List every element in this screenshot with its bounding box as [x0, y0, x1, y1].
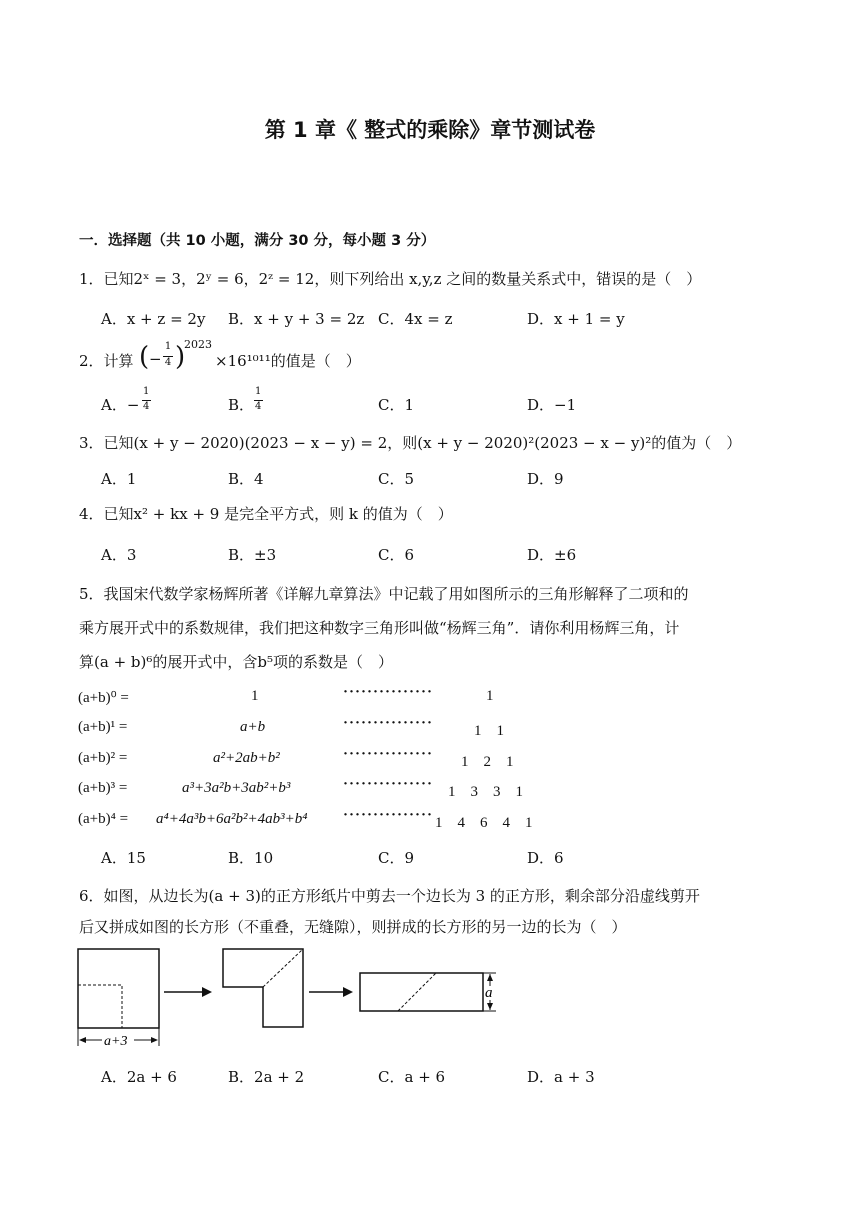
q2-stem-suffix: ×16¹⁰¹¹的值是（ ） — [215, 352, 361, 370]
q1-option-c: C．4x = z — [378, 310, 453, 328]
q6-dim-arrow-right — [151, 1037, 158, 1043]
yh-row0-expansion: 1 — [251, 688, 259, 704]
q6-option-c: C．a + 6 — [378, 1068, 446, 1086]
yh-row4-dots: ··············· — [343, 807, 434, 823]
q2-stem-prefix: 2．计算 — [79, 352, 134, 370]
yh-row4-expansion: a⁴+4a³b+6a²b²+4ab³+b⁴ — [156, 811, 308, 827]
q3-option-d: D．9 — [527, 470, 564, 488]
q6-option-b: B．2a + 2 — [228, 1068, 305, 1086]
q6-square — [78, 949, 159, 1028]
yh-row3-dots: ··············· — [343, 776, 434, 792]
q1-option-d: D．x + 1 = y — [527, 310, 625, 328]
q5-stem-line1: 5．我国宋代数学家杨辉所著《详解九章算法》中记载了用如图所示的三角形解释了二项和的 — [79, 585, 689, 603]
q2-fraction-numerator: 1 — [164, 341, 172, 352]
yh-row1-expansion: a+b — [240, 719, 266, 735]
q2-close-paren: ) — [175, 342, 186, 372]
q2-option-a: A．− — [101, 396, 140, 414]
q2-fraction-denominator: 4 — [164, 357, 172, 368]
q6-option-d: D．a + 3 — [527, 1068, 595, 1086]
q5-option-a: A．15 — [101, 849, 146, 867]
q4-option-a: A．3 — [101, 546, 137, 564]
q6-side-label: a — [485, 985, 493, 1001]
yh-row1-coefficients: 1 1 — [474, 723, 505, 739]
section-heading: 一．选择题（共 10 小题，满分 30 分，每小题 3 分） — [79, 233, 436, 249]
yh-row3-coefficients: 1 3 3 1 — [448, 784, 524, 800]
q5-option-b: B．10 — [228, 849, 274, 867]
yh-row2-lhs: (a+b)² = — [78, 750, 128, 766]
q6-rect-diagonal-cut — [398, 973, 436, 1011]
q6-figure — [74, 944, 594, 1054]
yh-row4-coefficients: 1 4 6 4 1 — [435, 815, 533, 831]
q6-side-arrow-bottom — [487, 1003, 493, 1010]
q2-exponent: 2023 — [184, 338, 212, 351]
q6-rectangle — [360, 973, 483, 1011]
yh-row0-coefficients: 1 — [486, 688, 494, 704]
q6-option-a: A．2a + 6 — [101, 1068, 177, 1086]
q2-minus-sign: − — [149, 350, 162, 368]
yh-row0-lhs: (a+b)⁰ = — [78, 690, 129, 706]
yh-row4-lhs: (a+b)⁴ = — [78, 811, 129, 827]
q6-arrow1-head — [202, 987, 212, 997]
q6-stem-line1: 6．如图，从边长为(a + 3)的正方形纸片中剪去一个边长为 3 的正方形，剩余部分沿虚线剪开 — [79, 887, 700, 905]
q6-arrow2-head — [343, 987, 353, 997]
q5-option-d: D．6 — [527, 849, 564, 867]
q2-option-d: D．−1 — [527, 396, 577, 414]
q5-option-c: C．9 — [378, 849, 415, 867]
yh-row3-expansion: a³+3a²b+3ab²+b³ — [182, 780, 291, 796]
q2-a-denominator: 4 — [143, 401, 150, 412]
q6-cut-line — [78, 985, 122, 1028]
q3-option-c: C．5 — [378, 470, 415, 488]
q4-stem: 4．已知x² + kx + 9 是完全平方式，则 k 的值为（ ） — [79, 505, 453, 523]
q3-option-b: B．4 — [228, 470, 264, 488]
q5-stem-line3: 算(a + b)⁶的展开式中，含b⁵项的系数是（ ） — [79, 653, 393, 671]
yh-row0-dots: ··············· — [343, 684, 434, 700]
yh-row1-dots: ··············· — [343, 715, 434, 731]
q4-option-b: B．±3 — [228, 546, 277, 564]
q6-dim-label: a+3 — [104, 1034, 128, 1049]
q6-stem-line2: 后又拼成如图的长方形（不重叠，无缝隙），则拼成的长方形的另一边的长为（ ） — [79, 918, 627, 936]
q2-a-numerator: 1 — [143, 386, 150, 397]
yh-row1-lhs: (a+b)¹ = — [78, 719, 128, 735]
q2-option-b: B． — [228, 396, 255, 414]
q5-stem-line2: 乘方展开式中的系数规律，我们把这种数字三角形叫做“杨辉三角”．请你利用杨辉三角，计 — [79, 619, 680, 637]
q4-option-d: D．±6 — [527, 546, 577, 564]
q6-side-arrow-top — [487, 974, 493, 981]
yh-row2-coefficients: 1 2 1 — [461, 754, 514, 770]
yh-row3-lhs: (a+b)³ = — [78, 780, 128, 796]
yh-row2-expansion: a²+2ab+b² — [213, 750, 280, 766]
q3-stem: 3．已知(x + y − 2020)(2023 − x − y) = 2，则(x + y − 2020)²(2023 − x − y)²的值为（ ） — [79, 434, 742, 452]
q2-option-c: C．1 — [378, 396, 415, 414]
q1-option-b: B．x + y + 3 = 2z — [228, 310, 365, 328]
q2-b-denominator: 4 — [255, 401, 262, 412]
q3-option-a: A．1 — [101, 470, 137, 488]
q1-option-a: A．x + z = 2y — [101, 310, 206, 328]
yh-row2-dots: ··············· — [343, 746, 434, 762]
q6-dim-arrow-left — [79, 1037, 86, 1043]
page-title: 第 1 章《 整式的乘除》章节测试卷 — [264, 118, 596, 142]
q6-l-diagonal-cut — [263, 949, 303, 987]
q6-l-shape — [223, 949, 303, 1027]
q2-open-paren: ( — [139, 342, 150, 372]
q1-stem: 1．已知2ˣ = 3，2ʸ = 6，2ᶻ = 12，则下列给出 x,y,z 之间的数量关系式中，错误的是（ ） — [79, 270, 702, 288]
q4-option-c: C．6 — [378, 546, 415, 564]
q2-b-numerator: 1 — [255, 386, 262, 397]
